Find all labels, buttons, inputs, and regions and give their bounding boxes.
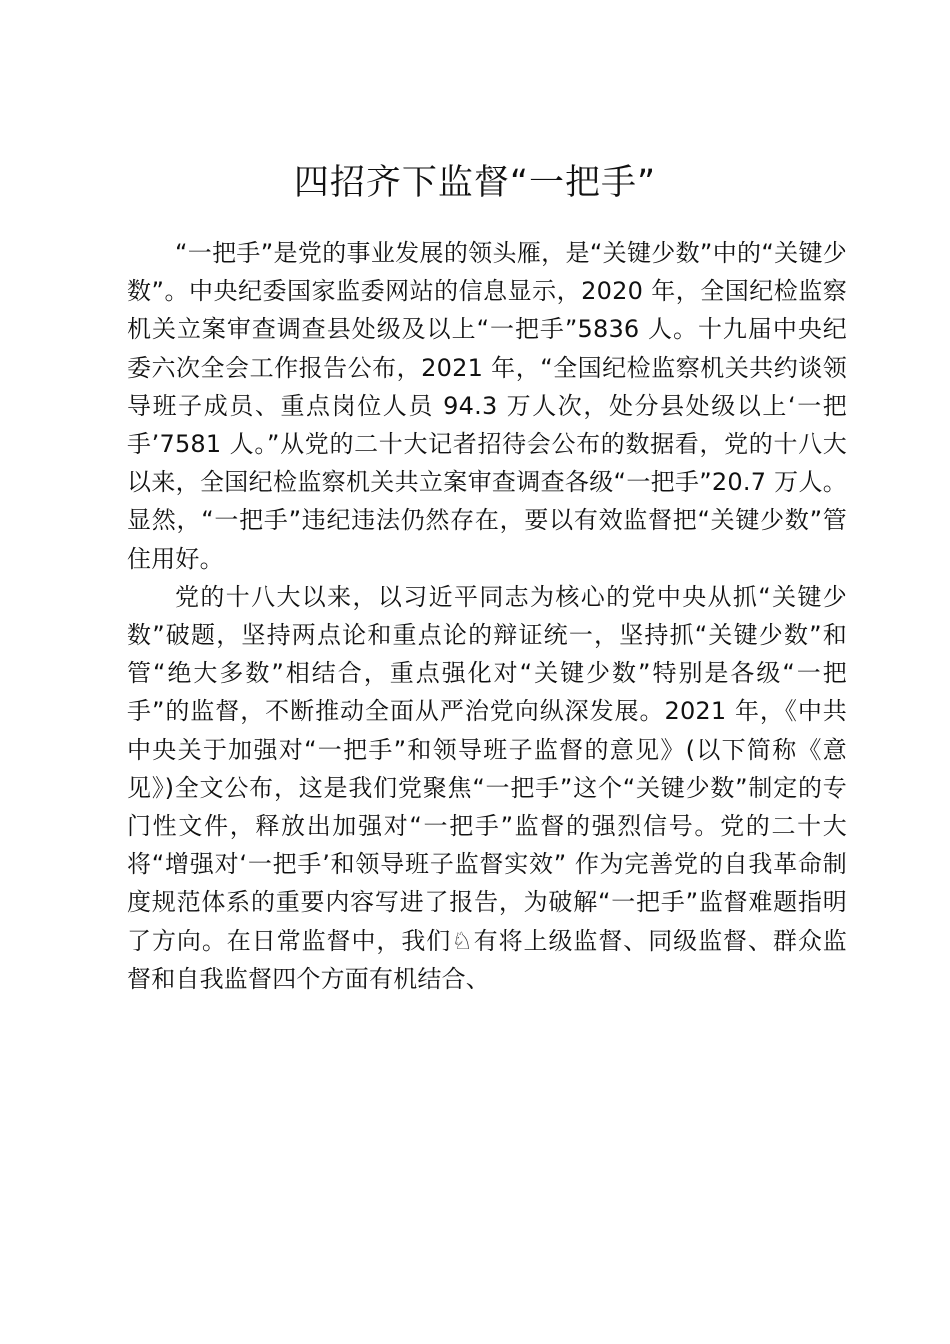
- document-body: [127, 234, 847, 998]
- paragraph-1: “一把手”是党的事业发展的领头雁，是“关键少数”中的“关键少数”。中央纪委国家监委网站的信息显示，2020 年，全国纪检监察机关立案审查调查县处级及以上“一把手”5836 人。十九届中央纪委六次全会工作报告公布，2021 年，“全国纪检监察机关共约谈领导班子成员、重点岗位人员 94.3 万人次，处分县处级以上‘一把手’7581 人。”从党的二十大记者招待会公布的数据看，党的十八大以来，全国纪检监察机关共立案审查调查各级“一把手”20.7 万人。显然，“一把手”违纪违法仍然存在，要以有效监督把“关键少数”管住用好。: [127, 239, 847, 573]
- paragraph-2: 党的十八大以来，以习近平同志为核心的党中央从抓“关键少数”破题，坚持两点论和重点论的辩证统一，坚持抓“关键少数”和管“绝大多数”相结合，重点强化对“关键少数”特别是各级“一把手”的监督，不断推动全面从严治党向纵深发展。2021 年，《中共中央关于加强对“一把手”和领导班子监督的意见》(以下简称《意见》)全文公布，这是我们党聚焦“一把手”这个“关键少数”制定的专门性文件，释放出加强对“一把手”监督的强烈信号。党的二十大将“增强对‘一把手’和领导班子监督实效” 作为完善党的自我革命制度规范体系的重要内容写进了报告，为破解“一把手”监督难题指明了方向。在日常监督中，我们♘有将上级监督、同级监督、群众监督和自我监督四个方面有机结合、: [127, 582, 847, 993]
- document-title: 四招齐下监督“一把手”: [293, 163, 657, 203]
